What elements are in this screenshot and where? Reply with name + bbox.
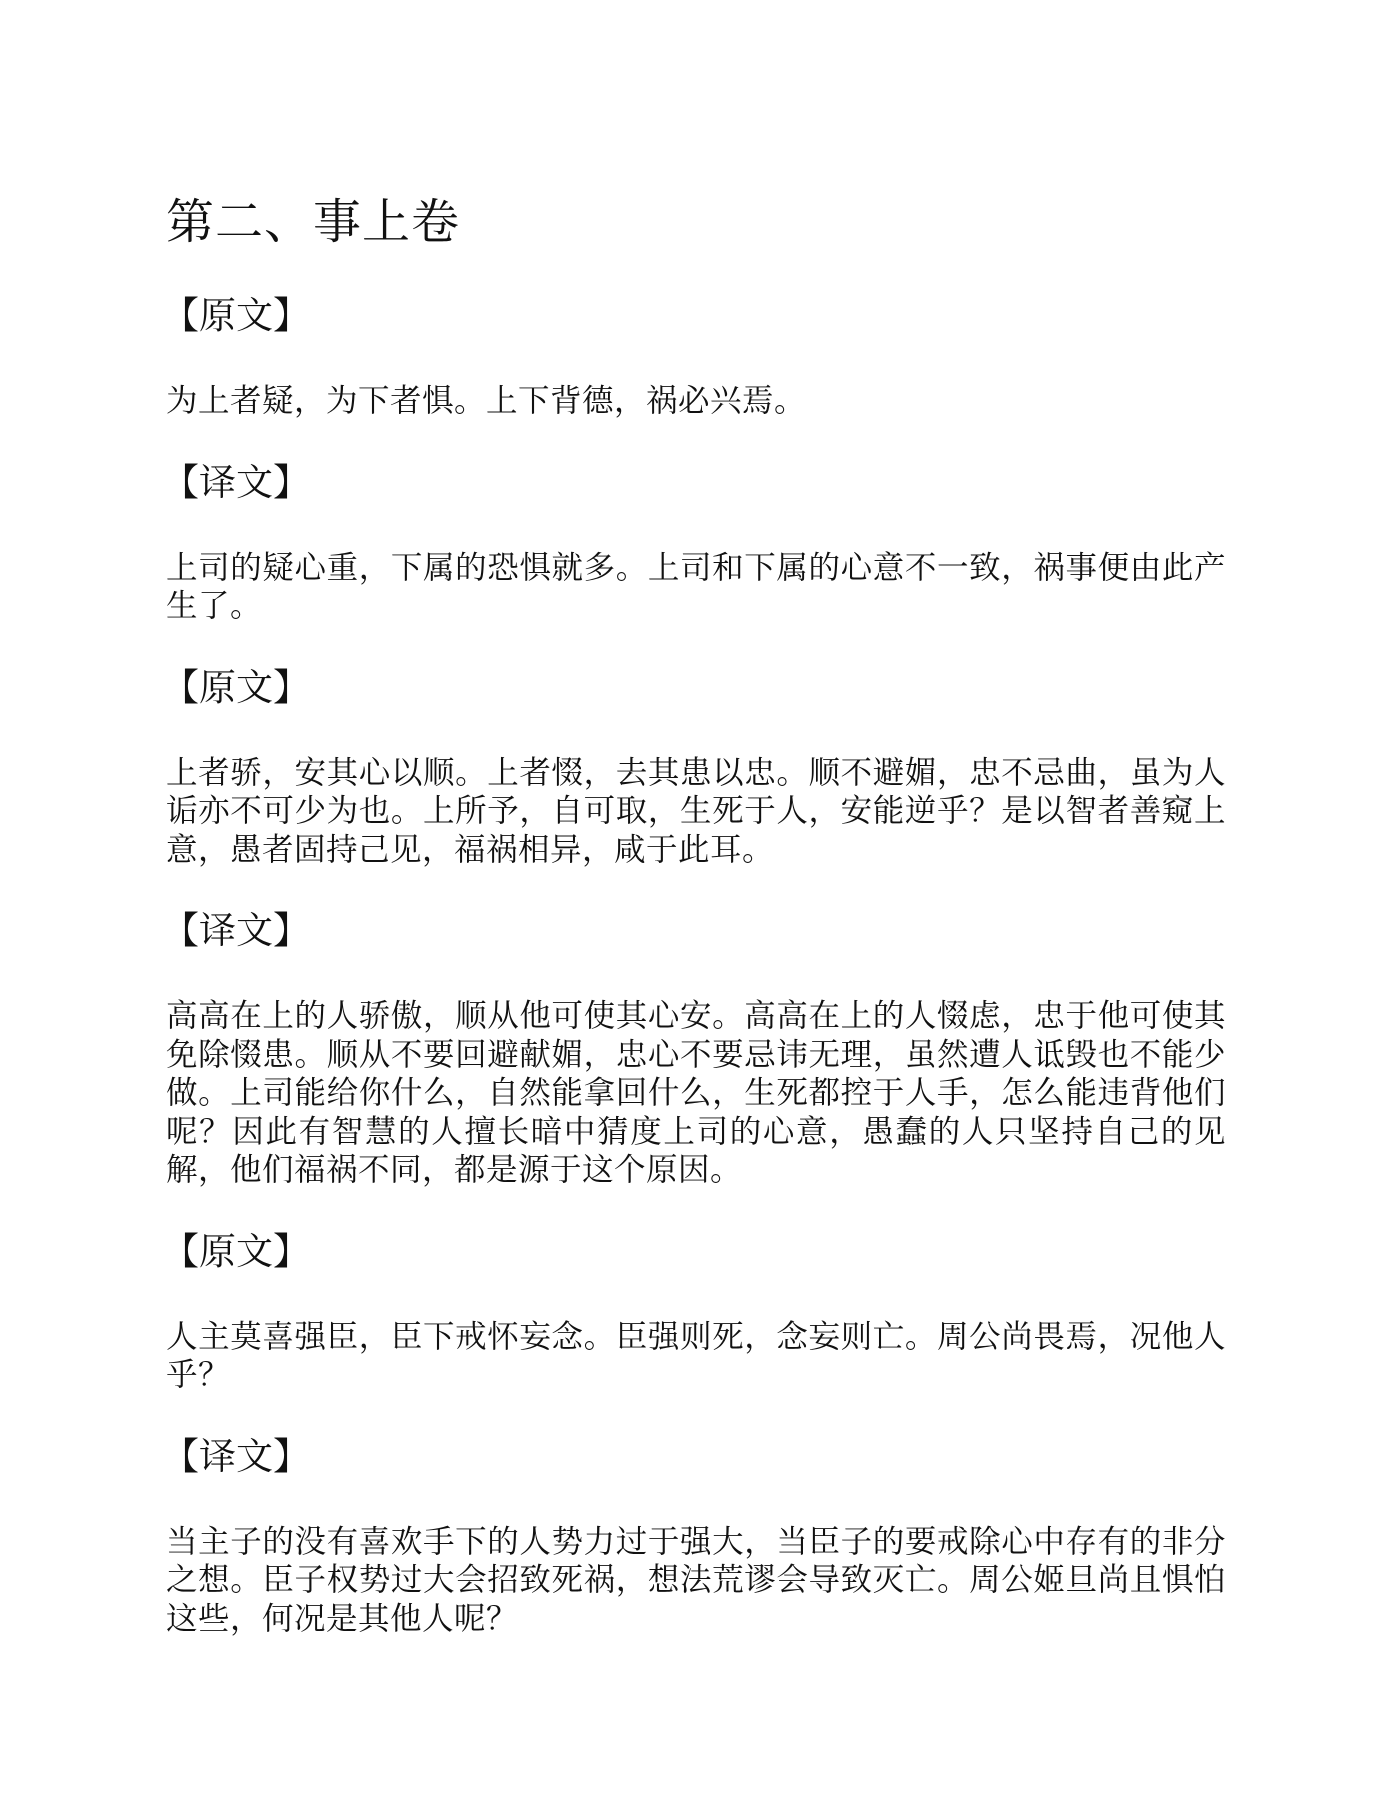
section-label-translation: 【译文】	[162, 909, 310, 952]
translation-text-paragraph: 上司的疑心重，下属的恐惧就多。上司和下属的心意不一致，祸事便由此产生了。	[166, 549, 1226, 624]
original-text-paragraph: 人主莫喜强臣，臣下戒怀妄念。臣强则死，念妄则亡。周公尚畏焉，况他人乎？	[166, 1318, 1226, 1393]
document-page	[162, 190, 1226, 1676]
section-label-original: 【原文】	[162, 665, 310, 709]
section-label-translation: 【译文】	[162, 460, 310, 504]
section-label-translation: 【译文】	[162, 1434, 310, 1478]
translation-text-paragraph: 当主子的没有喜欢手下的人势力过于强大，当臣子的要戒除心中存有的非分之想。臣子权势过大会招致死祸，想法荒谬会导致灭亡。周公姬旦尚且惧怕这些，何况是其他人呢？	[166, 1523, 1226, 1637]
original-text-paragraph: 上者骄，安其心以顺。上者惙，去其患以忠。顺不避媚，忠不忌曲，虽为人诟亦不可少为也。上所予，自可取，生死于人，安能逆乎？是以智者善窥上意，愚者固持己见，福祸相异，咸于此耳。	[166, 754, 1226, 868]
section-label-original: 【原文】	[162, 1229, 310, 1273]
translation-text-paragraph: 高高在上的人骄傲，顺从他可使其心安。高高在上的人惙虑，忠于他可使其免除惙患。顺从不要回避献媚，忠心不要忌讳无理，虽然遭人诋毁也不能少做。上司能给你什么，自然能拿回什么，生死都控于人手，怎么能违背他们呢？因此有智慧的人擅长暗中猜度上司的心意，愚蠢的人只坚持自己的见解，他们福祸不同，都是源于这个原因。	[166, 998, 1226, 1188]
original-text-paragraph: 为上者疑，为下者惧。上下背德，祸必兴焉。	[166, 383, 807, 419]
chapter-title: 第二、事上卷	[166, 194, 461, 250]
section-label-original: 【原文】	[162, 294, 310, 337]
